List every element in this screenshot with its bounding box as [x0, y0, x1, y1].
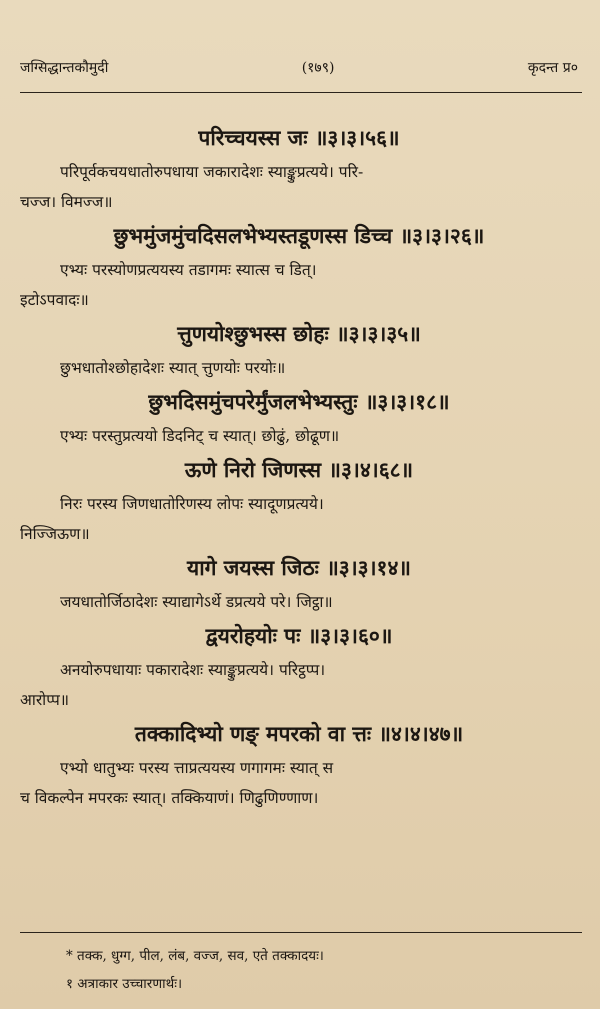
running-header: [20, 58, 578, 77]
commentary-line: निरः परस्य जिणधातोरिणस्य लोपः स्यादूणप्रत्यये।: [60, 495, 324, 513]
commentary-line: च विकल्पेन मपरकः स्यात्। तक्कियाणं। णिढुणिण्णाण।: [20, 789, 319, 807]
commentary-line: छुभधातोश्छोहादेशः स्यात् त्तुणयोः परयोः॥: [60, 359, 286, 377]
commentary-line: चज्ज। विमज्ज॥: [20, 193, 113, 211]
footnote: १ अत्राकार उच्चारणार्थः।: [66, 976, 183, 992]
commentary-line: आरोप्प॥: [20, 691, 70, 709]
main-text: [20, 120, 578, 814]
commentary-line: एभ्यः परस्तुप्रत्ययो डिदनिट् च स्यात्। छोढुं, छोढूण॥: [60, 427, 340, 445]
sutra-heading: ऊणे निरो जिणस्स ॥३।४।६८॥: [184, 457, 414, 482]
sutra-heading: त्तुणयोश्छुभस्स छोहः ॥३।३।३५॥: [177, 321, 421, 346]
header-rule: [20, 92, 582, 93]
section: [20, 716, 578, 812]
commentary-line: जयधातोर्जिठादेशः स्याद्यागेऽर्थे डप्रत्यये परे। जिट्ठा॥: [60, 593, 333, 611]
sutra-heading: यागे जयस्स जिठः ॥३।३।१४॥: [187, 555, 411, 580]
commentary-line: निज्जिऊण॥: [20, 525, 90, 543]
footnote: * तक्क, धुग्ग, पील, लंब, वज्ज, सव, एते तक्कादयः।: [66, 948, 324, 964]
sutra-heading: छुभमुंजमुंचदिसलभेभ्यस्तडूणस्स डिच्च ॥३।३।२६॥: [113, 223, 485, 248]
commentary-line: एभ्यो धातुभ्यः परस्य त्ताप्रत्ययस्य णगागमः स्यात् स: [60, 759, 334, 777]
commentary-line: एभ्यः परस्योणप्रत्ययस्य तडागमः स्यात्स च डित्।: [60, 261, 317, 279]
section: [20, 618, 578, 714]
section: [20, 384, 578, 450]
header-chapter: कृदन्त प्र०: [527, 60, 578, 76]
sutra-heading: तक्कादिभ्यो णङ् मपरको वा त्तः ॥४।४।४७॥: [134, 721, 464, 746]
sutra-heading: परिच्चयस्स जः ॥३।३।५६॥: [198, 125, 400, 150]
commentary-line: अनयोरुपधायाः पकारादेशः स्याङ्कुप्रत्यये। परिट्ठप्प।: [60, 661, 326, 679]
header-book-title: जग्सिद्धान्तकौमुदी: [20, 60, 109, 76]
section: [20, 452, 578, 548]
footnote-rule: [20, 932, 582, 933]
section: [20, 316, 578, 382]
header-page-number: (१७९): [301, 60, 335, 76]
section: [20, 550, 578, 616]
sutra-heading: छुभदिसमुंचपरेर्मुंजलभेभ्यस्तुः ॥३।३।१८॥: [148, 389, 450, 414]
commentary-line: परिपूर्वकचयधातोरुपधाया जकारादेशः स्याङ्कुप्रत्यये। परि-: [60, 163, 364, 181]
section: [20, 120, 578, 216]
sutra-heading: द्वयरोहयोः पः ॥३।३।६०॥: [205, 623, 393, 648]
footnotes: [66, 942, 578, 998]
commentary-line: इटोऽपवादः॥: [20, 291, 89, 309]
section: [20, 218, 578, 314]
